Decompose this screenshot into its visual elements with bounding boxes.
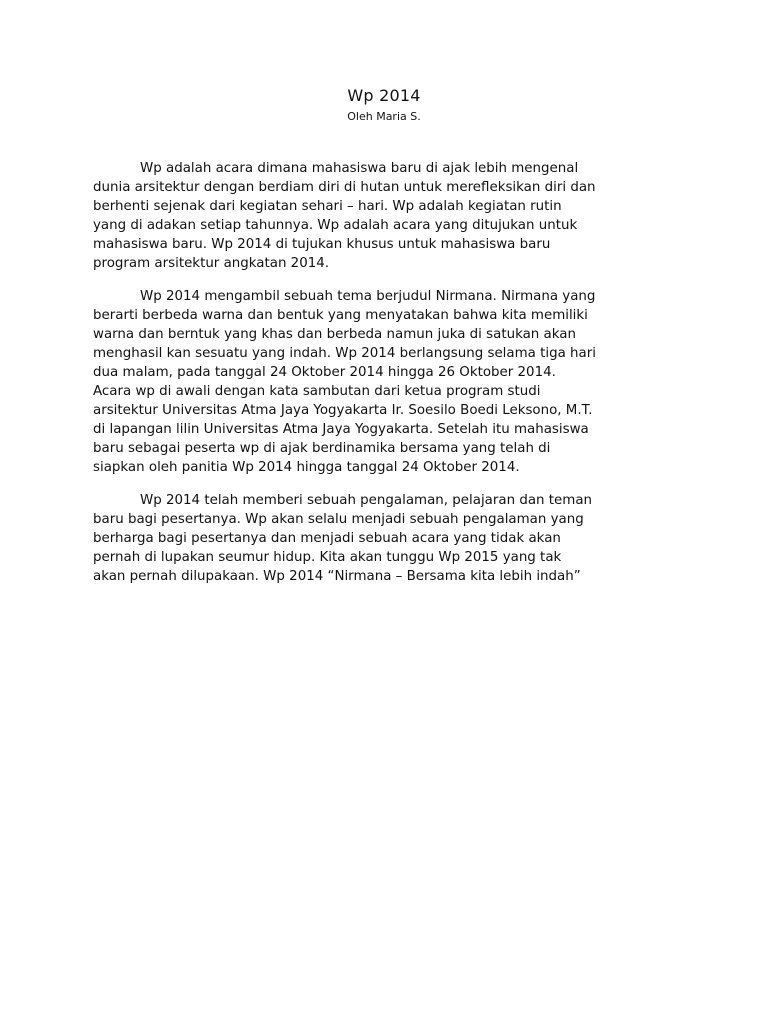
paragraph-line: dunia arsitektur dengan berdiam diri di hutan untuk merefleksikan diri dan — [93, 180, 596, 195]
paragraph-line: berhenti sejenak dari kegiatan sehari – hari. Wp adalah kegiatan rutin — [93, 199, 562, 214]
paragraph-line: baru bagi pesertanya. Wp akan selalu menjadi sebuah pengalaman yang — [93, 512, 584, 527]
paragraph-line: akan pernah dilupakaan. Wp 2014 “Nirmana – Bersama kita lebih indah” — [93, 569, 581, 584]
paragraph-1 — [93, 159, 678, 273]
paragraph-2 — [93, 287, 678, 477]
paragraph-line: mahasiswa baru. Wp 2014 di tujukan khusus untuk mahasiswa baru — [93, 237, 551, 252]
document-title: Wp 2014 — [347, 86, 421, 105]
paragraph-line: Wp 2014 telah memberi sebuah pengalaman, pelajaran dan teman — [140, 493, 593, 508]
paragraph-line: program arsitektur angkatan 2014. — [93, 256, 330, 271]
paragraph-line: berharga bagi pesertanya dan menjadi sebuah acara yang tidak akan — [93, 531, 561, 546]
paragraph-line: Wp adalah acara dimana mahasiswa baru di ajak lebih mengenal — [140, 161, 579, 176]
paragraph-3 — [93, 491, 678, 586]
paragraph-line: baru sebagai peserta wp di ajak berdinamika bersama yang telah di — [93, 441, 551, 456]
paragraph-line: Wp 2014 mengambil sebuah tema berjudul Nirmana. Nirmana yang — [140, 289, 596, 304]
paragraph-line: warna dan berntuk yang khas dan berbeda namun juka di satukan akan — [93, 327, 576, 342]
paragraph-line: di lapangan lilin Universitas Atma Jaya Yogyakarta. Setelah itu mahasiswa — [93, 422, 589, 437]
paragraph-line: arsitektur Universitas Atma Jaya Yogyakarta Ir. Soesilo Boedi Leksono, M.T. — [93, 403, 593, 418]
paragraph-line: yang di adakan setiap tahunnya. Wp adalah acara yang ditujukan untuk — [93, 218, 578, 233]
document-body — [93, 159, 678, 600]
paragraph-line: siapkan oleh panitia Wp 2014 hingga tanggal 24 Oktober 2014. — [93, 460, 520, 475]
paragraph-line: menghasil kan sesuatu yang indah. Wp 2014 berlangsung selama tiga hari — [93, 346, 596, 361]
paragraph-line: pernah di lupakan seumur hidup. Kita akan tunggu Wp 2015 yang tak — [93, 550, 562, 565]
paragraph-line: berarti berbeda warna dan bentuk yang menyatakan bahwa kita memiliki — [93, 308, 588, 323]
paragraph-line: Acara wp di awali dengan kata sambutan dari ketua program studi — [93, 384, 541, 399]
document-author: Oleh Maria S. — [347, 110, 421, 123]
paragraph-line: dua malam, pada tanggal 24 Oktober 2014 hingga 26 Oktober 2014. — [93, 365, 556, 380]
